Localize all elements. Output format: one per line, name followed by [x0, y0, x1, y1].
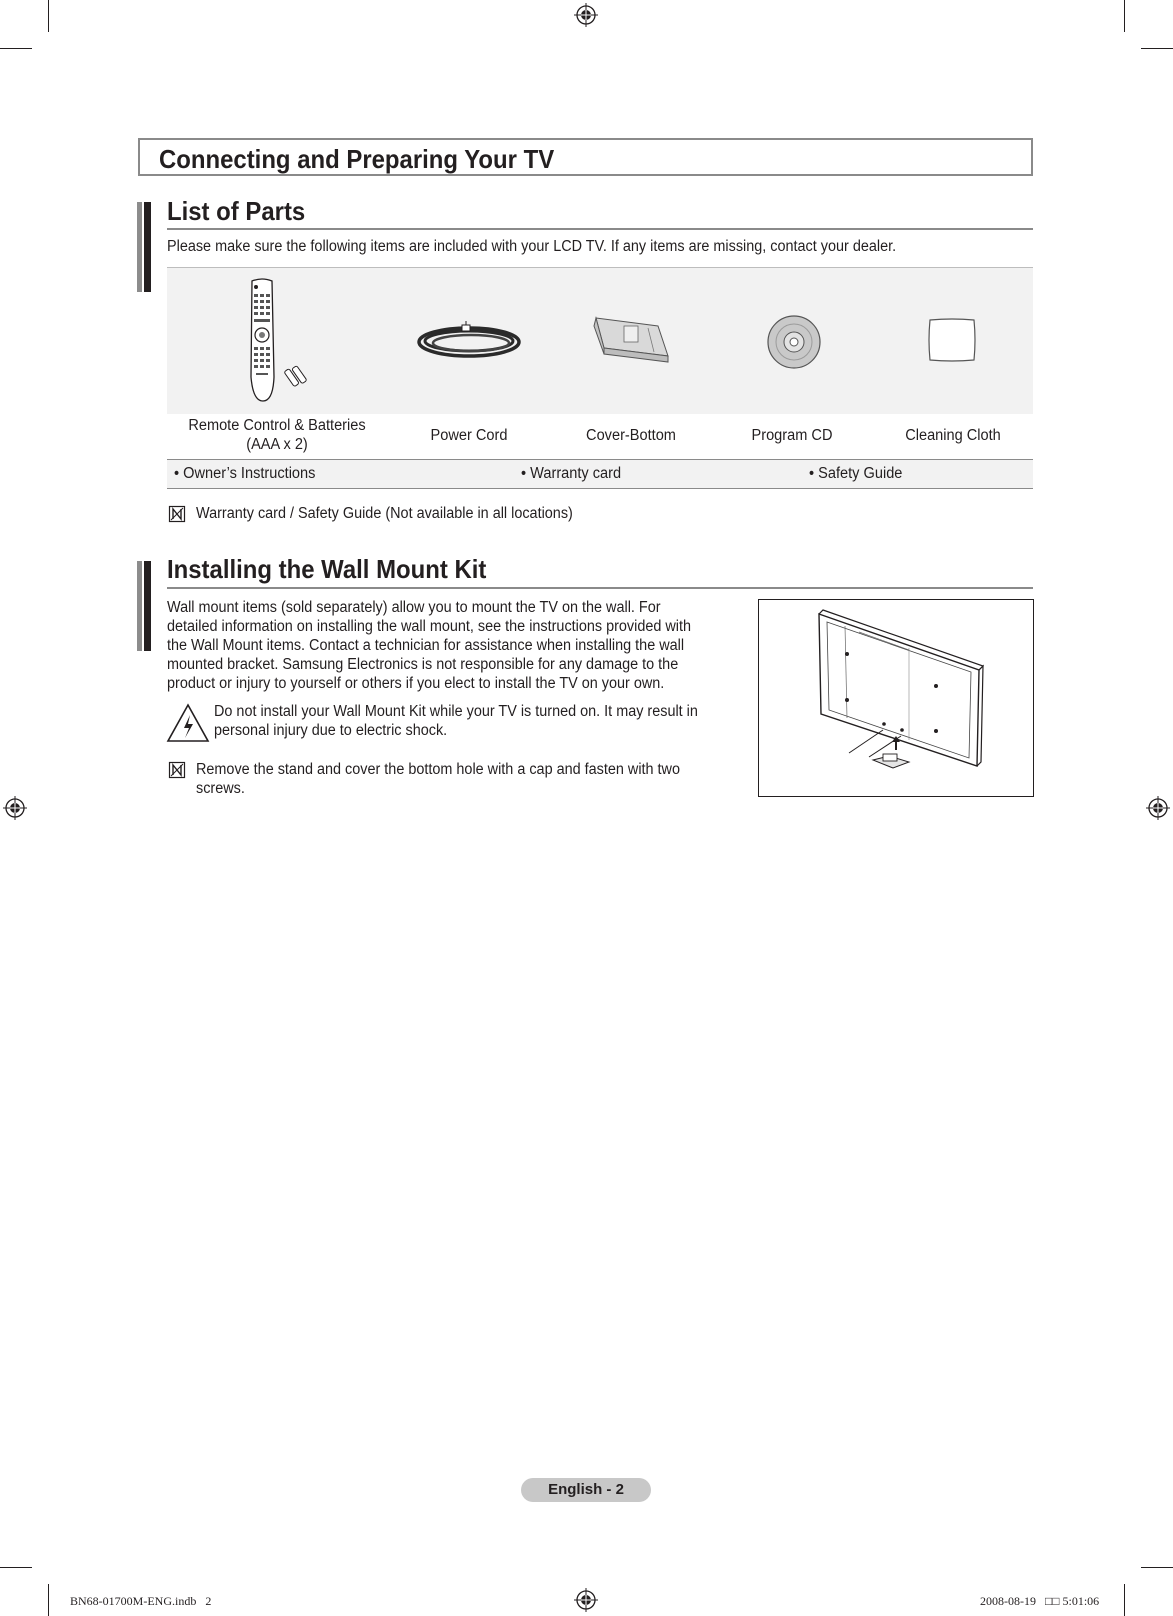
other-item-label: Owner’s Instructions [183, 465, 316, 482]
crop-mark [1124, 1584, 1125, 1616]
table-divider [167, 488, 1033, 489]
paragraph-line: the Wall Mount items. Contact a technician for assistance when installing the wall [167, 637, 685, 654]
paragraph-line: product or injury to yourself or others if you elect to install the TV on your own. [167, 675, 665, 692]
other-item-label: Safety Guide [818, 465, 903, 482]
part-label-line: Cover-Bottom [586, 427, 676, 444]
note-line: Remove the stand and cover the bottom hole with a cap and fasten with two [196, 761, 680, 778]
paragraph-line: Wall mount items (sold separately) allow you to mount the TV on the wall. For [167, 599, 661, 616]
wall-mount-paragraph [167, 598, 691, 693]
note-line: screws. [196, 780, 245, 797]
paragraph-line: detailed information on installing the wall mount, see the instructions provided with [167, 618, 692, 635]
crop-mark [1141, 48, 1173, 49]
program-cd-icon [766, 314, 822, 370]
wall-mount-note [196, 760, 680, 798]
wall-mount-illustration [758, 599, 1034, 797]
electric-shock-warning-icon [166, 703, 210, 743]
other-item [809, 465, 902, 483]
print-slug-date: 2008-08-19 □□ 5:01:06 [980, 1594, 1100, 1608]
section-rule [167, 587, 1033, 589]
list-of-parts-heading: List of Parts [167, 196, 306, 226]
page-title: Connecting and Preparing Your TV [159, 144, 555, 174]
part-label [717, 426, 867, 445]
part-label [878, 426, 1028, 445]
section-marker [137, 561, 151, 651]
crop-mark [1141, 1567, 1173, 1568]
crop-mark [48, 0, 49, 32]
bullet: • [521, 465, 527, 482]
bullet: • [809, 465, 815, 482]
crop-mark [48, 1584, 49, 1616]
part-label-line: Remote Control & Batteries [188, 417, 366, 434]
wall-mount-heading: Installing the Wall Mount Kit [167, 554, 487, 584]
part-label-line: (AAA x 2) [246, 436, 308, 453]
section-rule [167, 228, 1033, 230]
part-label [178, 416, 375, 454]
part-label [394, 426, 544, 445]
crop-mark [0, 48, 32, 49]
bullet: • [174, 465, 180, 482]
registration-mark-icon [1146, 796, 1170, 820]
note-icon [168, 761, 186, 779]
other-item [521, 465, 621, 483]
warning-text [214, 702, 698, 740]
crop-mark [0, 1567, 32, 1568]
other-item [174, 465, 315, 483]
registration-mark-icon [574, 1588, 598, 1612]
registration-mark-icon [3, 796, 27, 820]
power-cord-icon [414, 320, 524, 362]
part-label-line: Power Cord [430, 427, 508, 444]
warning-line: Do not install your Wall Mount Kit while your TV is turned on. It may result in [214, 703, 698, 720]
cover-bottom-icon [588, 312, 674, 370]
tv-rear-icon [759, 600, 1033, 796]
part-label-line: Cleaning Cloth [905, 427, 1001, 444]
part-label-line: Program CD [751, 427, 833, 444]
remote-control-icon [244, 277, 312, 405]
page-number-badge: English - 2 [521, 1478, 651, 1502]
parts-note: Warranty card / Safety Guide (Not available in all locations) [196, 505, 573, 522]
other-item-label: Warranty card [530, 465, 622, 482]
page-title-box [138, 138, 1033, 176]
crop-mark [1124, 0, 1125, 32]
print-slug-file: BN68-01700M-ENG.indb 2 [70, 1594, 212, 1608]
parts-intro: Please make sure the following items are included with your LCD TV. If any items are missing, contact your dealer. [167, 238, 897, 255]
registration-mark-icon [574, 3, 598, 27]
cleaning-cloth-icon [926, 316, 978, 366]
part-label [556, 426, 706, 445]
section-marker [137, 202, 151, 292]
warning-line: personal injury due to electric shock. [214, 722, 448, 739]
paragraph-line: mounted bracket. Samsung Electronics is not responsible for any damage to the [167, 656, 679, 673]
note-icon [168, 505, 186, 523]
